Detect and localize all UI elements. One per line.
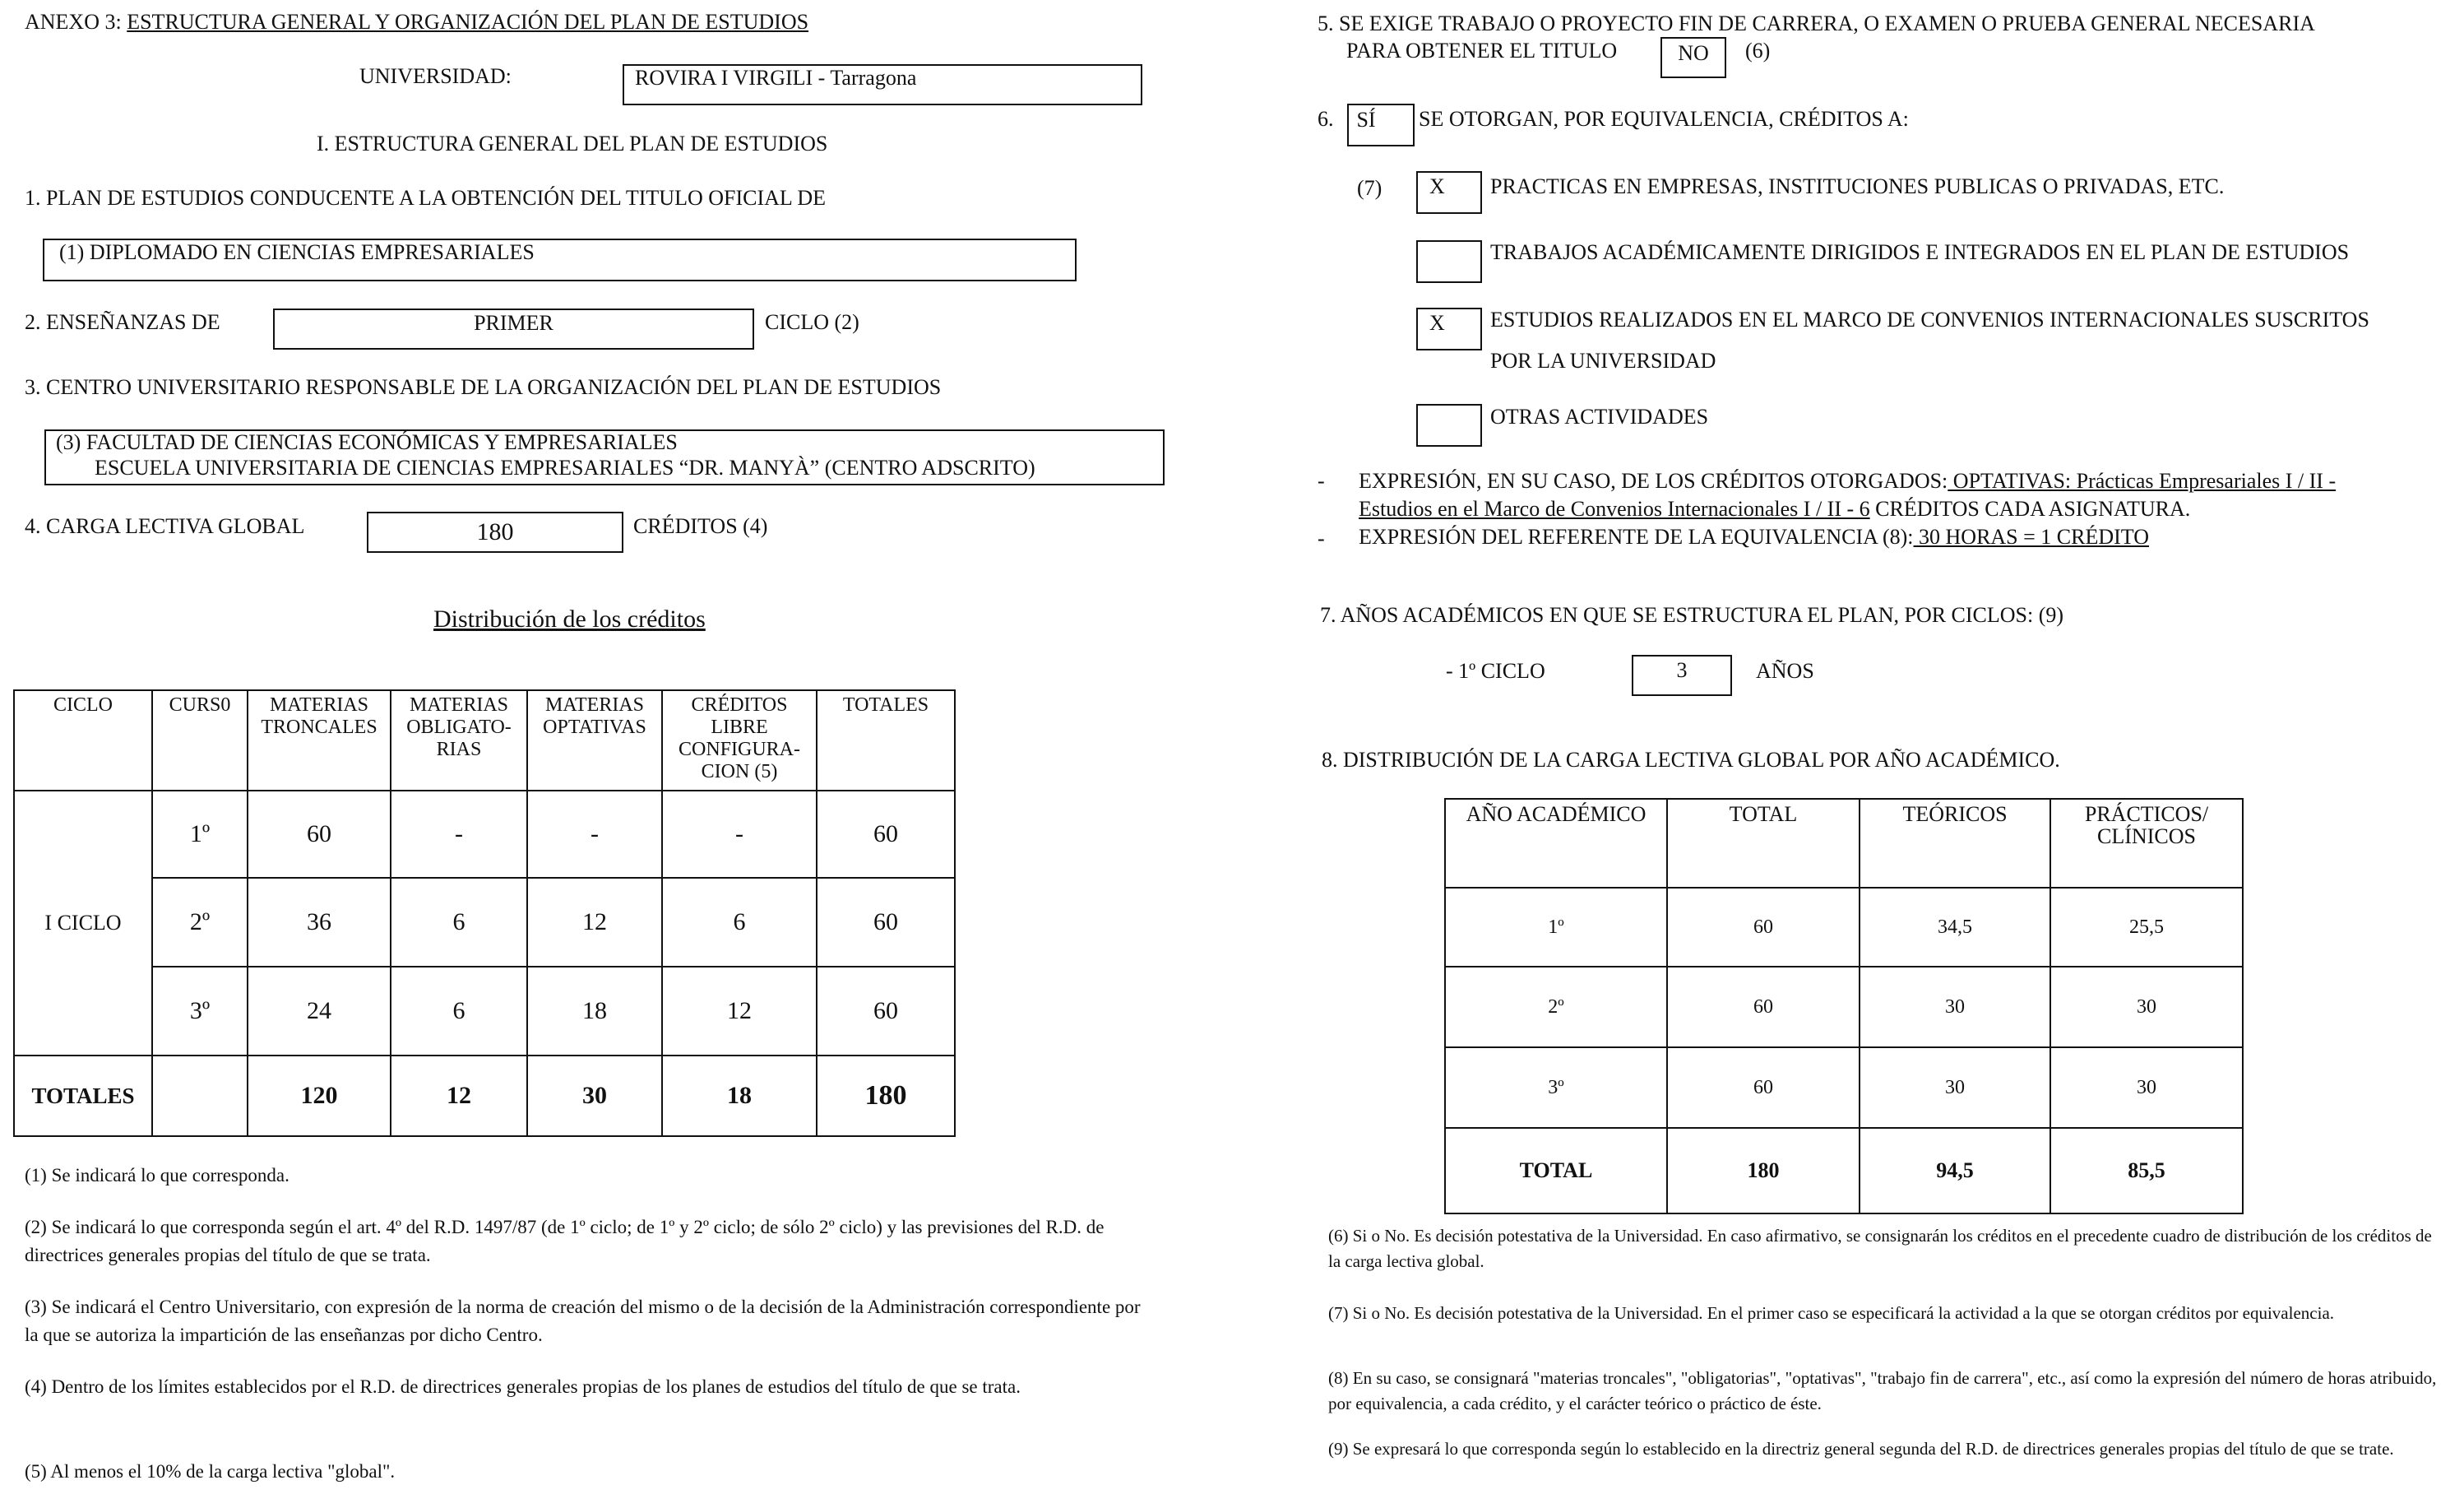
totales-cell: 60 [817, 967, 955, 1056]
curso-cell: 3º [152, 967, 248, 1056]
option-1-mark: X [1429, 174, 1445, 198]
cycle-cell: I CICLO [14, 791, 152, 1056]
curso-cell: 2º [152, 878, 248, 967]
item3-line2: ESCUELA UNIVERSITARIA DE CIENCIAS EMPRESARIALES “DR. MANYÀ” (CENTRO ADSCRITO) [95, 456, 1035, 480]
item6-value: SÍ [1356, 108, 1376, 132]
header-libre: CRÉDITOS LIBRE CONFIGURA-CION (5) [662, 690, 817, 791]
totales-cell: 60 [817, 878, 955, 967]
item5-suffix: (6) [1745, 39, 1771, 63]
item6-text: SE OTORGAN, POR EQUIVALENCIA, CRÉDITOS A: [1419, 107, 1909, 131]
footnote-3: (3) Se indicará el Centro Universitario, con expresión de la norma de creación del mismo o de la decisión de la Administración correspondiente por la que se autoriza la impartición de las enseñanzas por dicho Centro. [25, 1297, 1141, 1345]
header-practicos: PRÁCTICOS/ CLÍNICOS [2050, 799, 2243, 888]
expr1-line1 [1359, 469, 2336, 494]
item4-suffix: CRÉDITOS (4) [633, 514, 768, 538]
annual-totals-teoricos: 94,5 [1860, 1128, 2050, 1213]
footnote-8: (8) En su caso, se consignará "materias troncales", "obligatorias", "optativas", "trabajo fin de carrera", etc., así como la expresión del número de horas atribuido, por equivalencia, a cada crédito, y el carácter teórico o práctico de éste. [1328, 1368, 2437, 1413]
item2-box [273, 309, 754, 350]
option-3-checkbox[interactable] [1416, 308, 1482, 350]
teoricos-cell: 30 [1860, 1047, 2050, 1128]
obligatorias-cell: 6 [391, 967, 527, 1056]
totals-obligatorias: 12 [391, 1056, 527, 1136]
table-row [1445, 888, 2243, 967]
expr1-value: OPTATIVAS: Prácticas Empresariales I / II - [1948, 469, 2337, 493]
practicos-cell: 25,5 [2050, 888, 2243, 967]
credits-table [13, 689, 956, 1137]
expr1-line2 [1359, 497, 2190, 522]
libre-cell: - [662, 791, 817, 878]
annual-totals-row [1445, 1128, 2243, 1213]
header-optativas: MATERIAS OPTATIVAS [527, 690, 662, 791]
option-1-label: PRACTICAS EN EMPRESAS, INSTITUCIONES PUBLICAS O PRIVADAS, ETC. [1490, 174, 2225, 198]
year-cell: 3º [1445, 1047, 1667, 1128]
practicos-cell: 30 [2050, 967, 2243, 1047]
bullet-2: - [1318, 527, 1325, 550]
expr2-value: 30 HORAS = 1 CRÉDITO [1913, 525, 2149, 549]
item3-text: 3. CENTRO UNIVERSITARIO RESPONSABLE DE LA ORGANIZACIÓN DEL PLAN DE ESTUDIOS [25, 375, 942, 399]
header-obligatorias: MATERIAS OBLIGATO-RIAS [391, 690, 527, 791]
totals-curso-cell [152, 1056, 248, 1136]
libre-cell: 12 [662, 967, 817, 1056]
table-row [14, 791, 955, 878]
item7-text: 7. AÑOS ACADÉMICOS EN QUE SE ESTRUCTURA EL PLAN, POR CICLOS: (9) [1320, 603, 2064, 627]
footnote-4: (4) Dentro de los límites establecidos por el R.D. de directrices generales propias de los planes de estudios del título de que se trata. [25, 1376, 1021, 1397]
bullet-1: - [1318, 469, 1325, 493]
option-3-mark: X [1429, 311, 1445, 335]
annual-header-row [1445, 799, 2243, 888]
item6-box [1347, 104, 1415, 146]
annual-totals-label: TOTAL [1445, 1128, 1667, 1213]
header-total: TOTAL [1667, 799, 1860, 888]
option-4-checkbox[interactable] [1416, 404, 1482, 447]
item2-label: 2. ENSEÑANZAS DE [25, 310, 220, 334]
item4-box [367, 512, 623, 553]
annual-totals-practicos: 85,5 [2050, 1128, 2243, 1213]
cycle-value: 3 [1676, 658, 1688, 682]
item2-suffix: CICLO (2) [765, 310, 859, 334]
expr2-line [1359, 525, 2149, 550]
totales-cell: 60 [817, 791, 955, 878]
year-cell: 2º [1445, 967, 1667, 1047]
total-cell: 60 [1667, 888, 1860, 967]
optativas-cell: - [527, 791, 662, 878]
totals-label: TOTALES [14, 1056, 152, 1136]
footnote-6: (6) Si o No. Es decisión potestativa de la Universidad. En caso afirmativo, se consignarán los créditos en el precedente cuadro de distribución de los créditos de la carga lectiva global. [1328, 1226, 2432, 1271]
expr1-line2-value: Estudios en el Marco de Convenios Internacionales I / II - 6 [1359, 497, 1870, 521]
annual-totals-total: 180 [1667, 1128, 1860, 1213]
university-value: ROVIRA I VIRGILI - Tarragona [635, 66, 917, 90]
item8-text: 8. DISTRIBUCIÓN DE LA CARGA LECTIVA GLOBAL POR AÑO ACADÉMICO. [1322, 748, 2060, 772]
credits-header-row [14, 690, 955, 791]
libre-cell: 6 [662, 878, 817, 967]
item3-line1: (3) FACULTAD DE CIENCIAS ECONÓMICAS Y EMPRESARIALES [56, 430, 678, 454]
teoricos-cell: 34,5 [1860, 888, 2050, 967]
totals-row [14, 1056, 955, 1136]
practicos-cell: 30 [2050, 1047, 2243, 1128]
annex-prefix: ANEXO 3: [25, 10, 122, 34]
item4-label: 4. CARGA LECTIVA GLOBAL [25, 514, 305, 538]
annex-heading [25, 10, 808, 35]
item4-value: 180 [476, 518, 514, 545]
totals-totales: 180 [817, 1056, 955, 1136]
header-teoricos: TEÓRICOS [1860, 799, 2050, 888]
option-1-checkbox[interactable] [1416, 171, 1482, 214]
cycle-label: - 1º CICLO [1446, 659, 1545, 683]
footnote-1: (1) Se indicará lo que corresponda. [25, 1165, 289, 1186]
obligatorias-cell: - [391, 791, 527, 878]
item5-box [1660, 37, 1726, 78]
table-row [14, 878, 955, 967]
total-cell: 60 [1667, 967, 1860, 1047]
optativas-cell: 18 [527, 967, 662, 1056]
item2-value: PRIMER [474, 311, 553, 335]
year-cell: 1º [1445, 888, 1667, 967]
table-row [14, 967, 955, 1056]
item1-text: 1. PLAN DE ESTUDIOS CONDUCENTE A LA OBTENCIÓN DEL TITULO OFICIAL DE [25, 186, 826, 210]
troncales-cell: 36 [248, 878, 391, 967]
obligatorias-cell: 6 [391, 878, 527, 967]
header-totales: TOTALES [817, 690, 955, 791]
distribution-title: Distribución de los créditos [433, 606, 706, 633]
option-4-label: OTRAS ACTIVIDADES [1490, 405, 1709, 429]
item7-note: (7) [1357, 176, 1383, 200]
university-label: UNIVERSIDAD: [359, 64, 512, 88]
table-row [1445, 1047, 2243, 1128]
item6-label: 6. [1318, 107, 1334, 131]
cycle-suffix: AÑOS [1756, 659, 1814, 683]
item1-value: (1) DIPLOMADO EN CIENCIAS EMPRESARIALES [59, 240, 535, 264]
footnote-7: (7) Si o No. Es decisión potestativa de la Universidad. En el primer caso se especificará la actividad a la que se otorgan créditos por equivalencia. [1328, 1303, 2335, 1323]
item5-value: NO [1678, 41, 1709, 65]
footnote-9: (9) Se expresará lo que corresponda según lo establecido en la directriz general segunda del R.D. de directrices generales propias del título de que se trate. [1328, 1439, 2394, 1459]
footnote-2: (2) Se indicará lo que corresponda según el art. 4º del R.D. 1497/87 (de 1º ciclo; de 1º y 2º ciclo; de sólo 2º ciclo) y las previsiones del R.D. de directrices generales propias del título de que se trata. [25, 1217, 1105, 1265]
expr2-prefix: EXPRESIÓN DEL REFERENTE DE LA EQUIVALENCIA (8): [1359, 525, 1914, 549]
option-2-label: TRABAJOS ACADÉMICAMENTE DIRIGIDOS E INTEGRADOS EN EL PLAN DE ESTUDIOS [1490, 240, 2350, 264]
totals-optativas: 30 [527, 1056, 662, 1136]
expr1-prefix: EXPRESIÓN, EN SU CASO, DE LOS CRÉDITOS OTORGADOS: [1359, 469, 1948, 493]
footnote-5: (5) Al menos el 10% de la carga lectiva "global". [25, 1461, 396, 1482]
optativas-cell: 12 [527, 878, 662, 967]
troncales-cell: 60 [248, 791, 391, 878]
section-title: I. ESTRUCTURA GENERAL DEL PLAN DE ESTUDIOS [317, 132, 828, 155]
annex-title: ESTRUCTURA GENERAL Y ORGANIZACIÓN DEL PLAN DE ESTUDIOS [127, 10, 809, 34]
header-curso: CURS0 [152, 690, 248, 791]
totals-troncales: 120 [248, 1056, 391, 1136]
totals-libre: 18 [662, 1056, 817, 1136]
troncales-cell: 24 [248, 967, 391, 1056]
header-ciclo: CICLO [14, 690, 152, 791]
option-2-checkbox[interactable] [1416, 240, 1482, 283]
total-cell: 60 [1667, 1047, 1860, 1128]
item5-line2: PARA OBTENER EL TITULO [1346, 39, 1618, 63]
curso-cell: 1º [152, 791, 248, 878]
expr1-suffix: CRÉDITOS CADA ASIGNATURA. [1875, 497, 2191, 521]
table-row [1445, 967, 2243, 1047]
cycle-box [1632, 655, 1732, 696]
teoricos-cell: 30 [1860, 967, 2050, 1047]
option-3-label-line2: POR LA UNIVERSIDAD [1490, 349, 1716, 373]
annual-load-table [1444, 798, 2244, 1214]
item5-line1: 5. SE EXIGE TRABAJO O PROYECTO FIN DE CARRERA, O EXAMEN O PRUEBA GENERAL NECESARIA [1318, 12, 2315, 35]
option-3-label: ESTUDIOS REALIZADOS EN EL MARCO DE CONVENIOS INTERNACIONALES SUSCRITOS [1490, 308, 2369, 332]
header-ano: AÑO ACADÉMICO [1445, 799, 1667, 888]
header-troncales: MATERIAS TRONCALES [248, 690, 391, 791]
